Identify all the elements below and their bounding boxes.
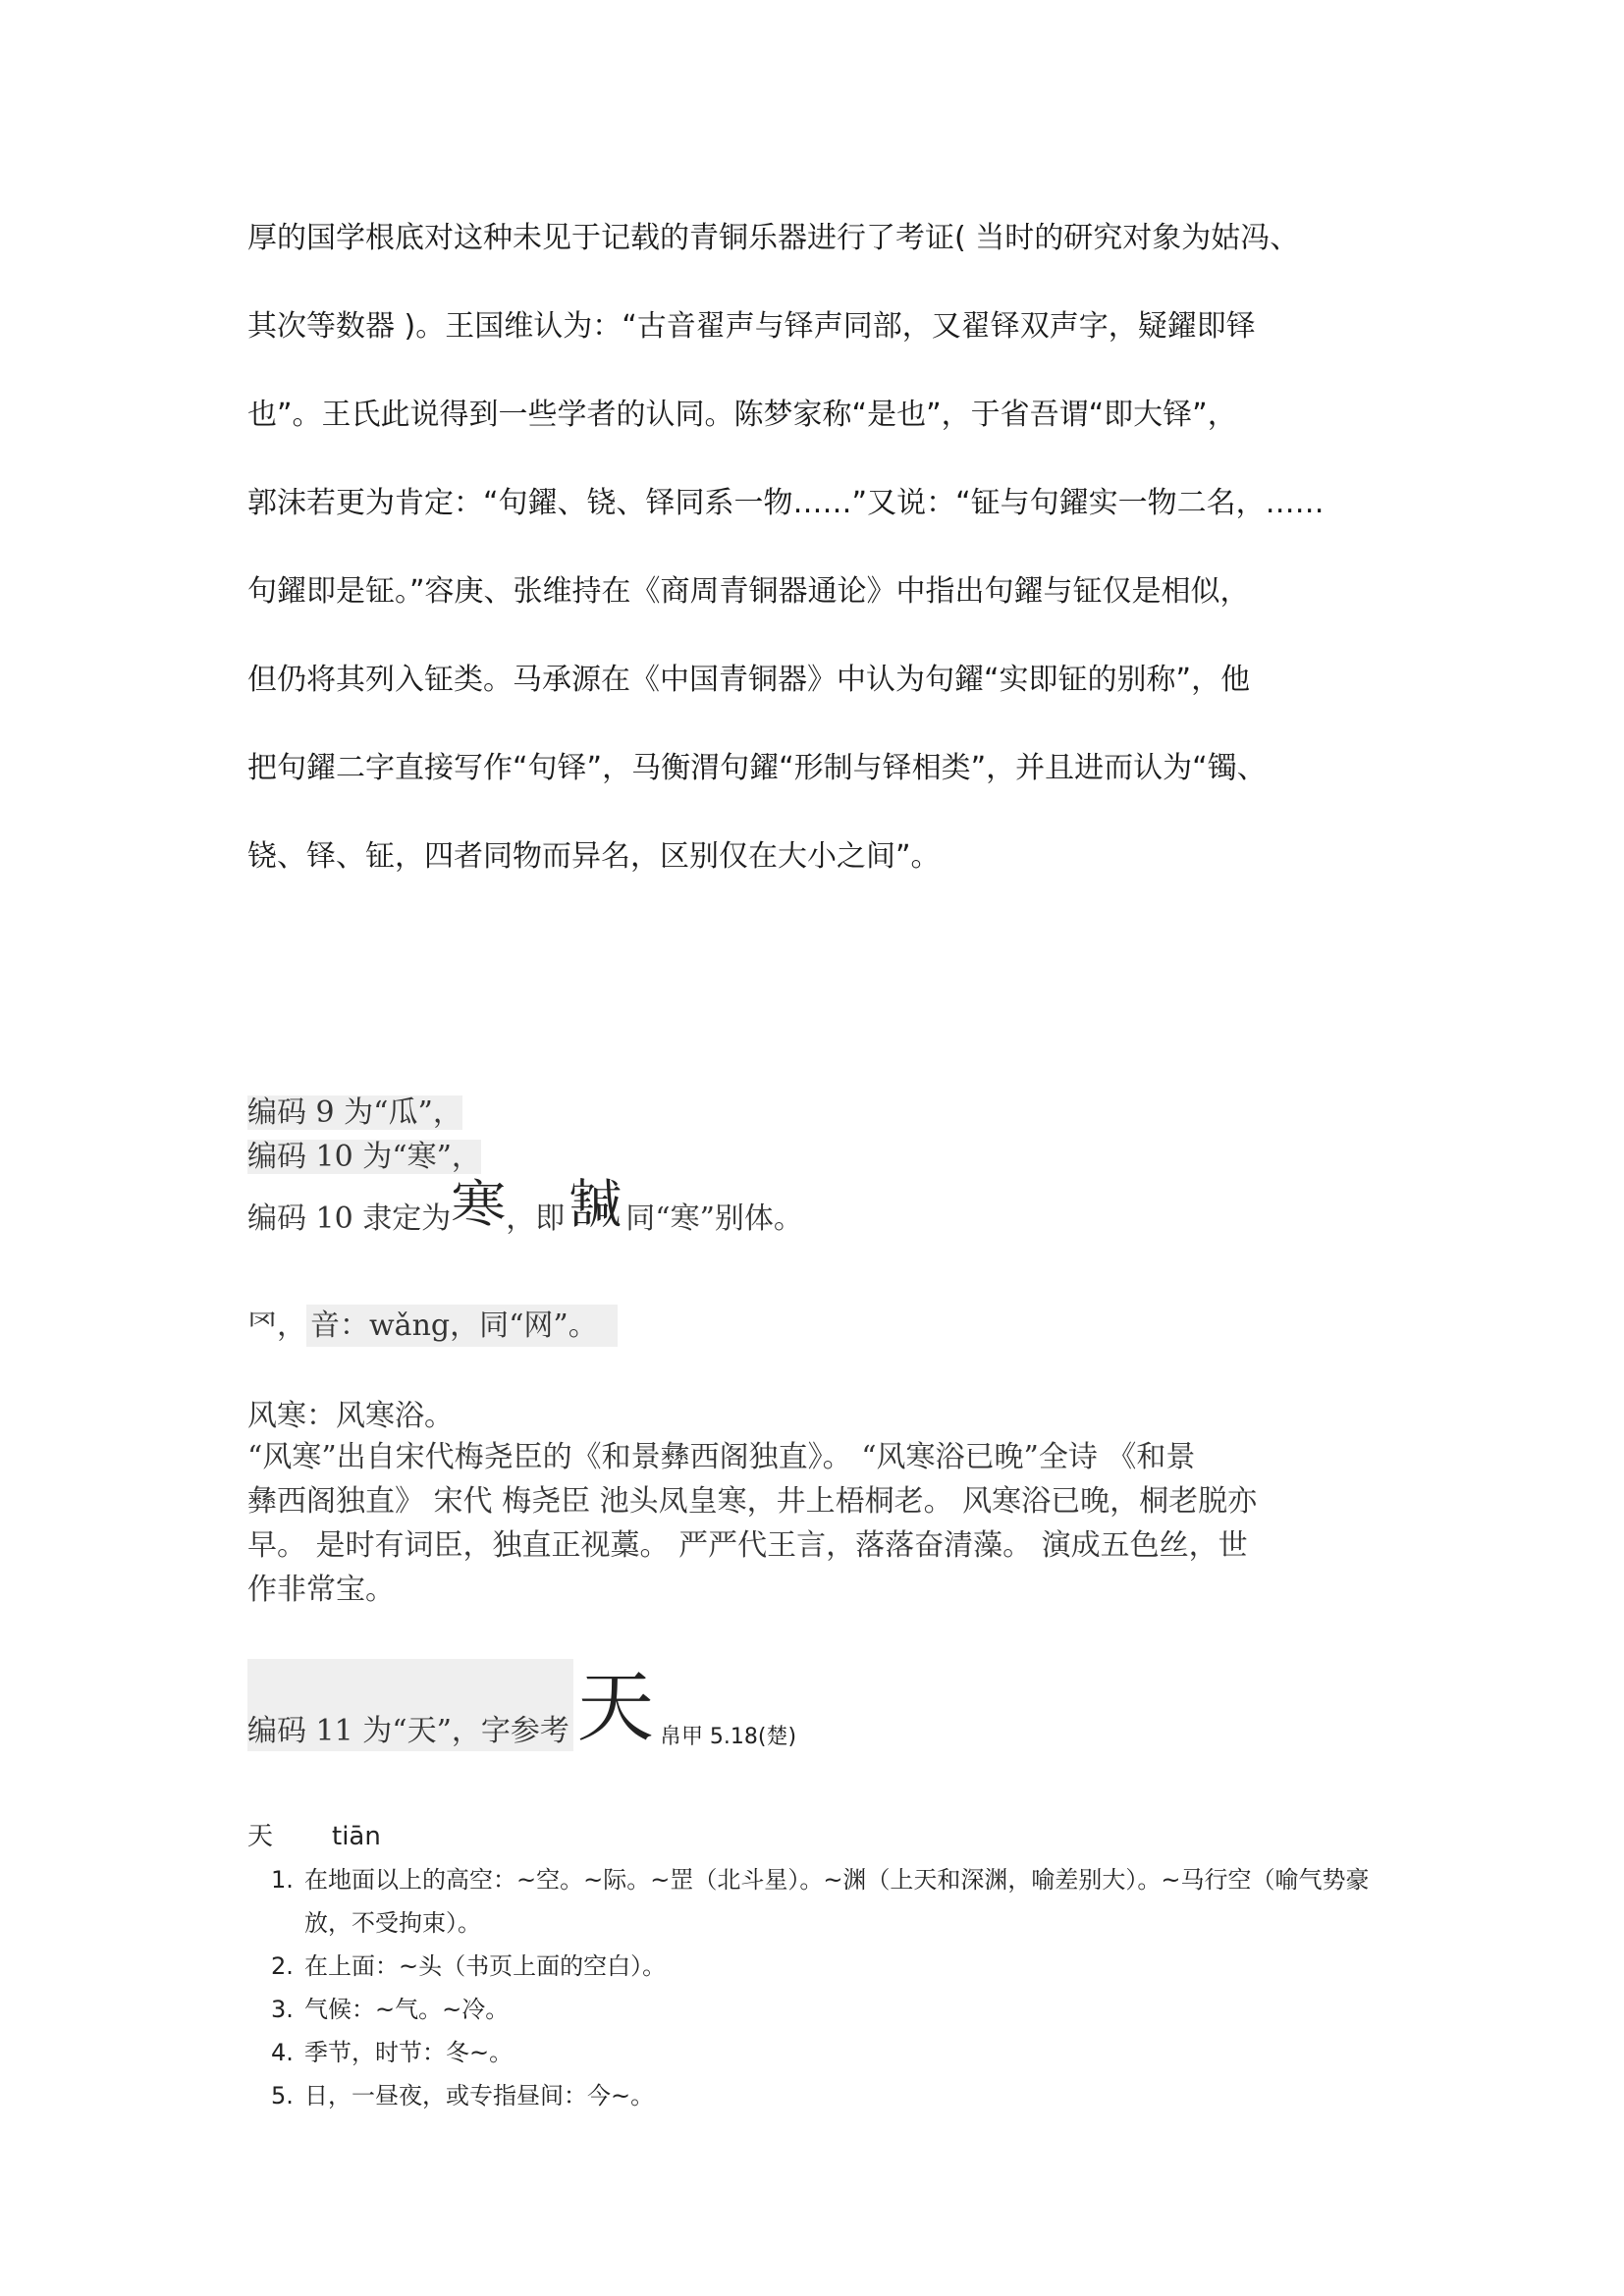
code9-text: 编码 9 为“瓜”， [247, 1095, 462, 1130]
ancient-glyph-2: 𡫴 [568, 1174, 623, 1236]
paragraph-line: 郭沫若更为肯定：“句鑃、铙、铎同系一物……”又说：“钲与句鑃实一物二名，…… [247, 486, 1325, 520]
definition-text: 在地面以上的高空：~空。~际。~罡（北斗星）。~渊（上天和深渊，喻差别大）。~马行空（喻气势豪放，不受拘束）。 [304, 1866, 1370, 1937]
poem-line: “风寒”出自宋代梅尧臣的《和景彝西阁独直》。 “风寒浴已晚”全诗 《和景 [247, 1440, 1196, 1474]
fenghan-title: 风寒：风寒浴。 [247, 1399, 454, 1433]
code10-note-part2: ，即 [506, 1201, 566, 1236]
definition-item [247, 2031, 1406, 2074]
definition-number: 4. [271, 2039, 294, 2066]
definition-text: 季节，时节：冬~。 [304, 2039, 514, 2066]
definition-number: 3. [271, 1996, 294, 2023]
ancient-glyph-1: 寒 [451, 1175, 507, 1235]
definition-item [247, 1945, 1406, 1988]
wang-char: 罓， [247, 1308, 306, 1343]
definition-number: 5. [271, 2082, 294, 2109]
definition-text: 日，一昼夜，或专指昼间：今~。 [304, 2082, 655, 2109]
definition-item [247, 2074, 1406, 2117]
poem-line: 作非常宝。 [247, 1573, 395, 1607]
code11-text: 编码 11 为“天”，字参考 [247, 1659, 573, 1751]
definition-number: 1. [271, 1866, 294, 1894]
paragraph-line: 铙、铎、钲，四者同物而异名，区别仅在大小之间”。 [247, 839, 941, 874]
definition-text: 气候：~气。~冷。 [304, 1996, 510, 2023]
paragraph-line: 也”。王氏此说得到一些学者的认同。陈梦家称“是也”，于省吾谓“即大铎”， [247, 398, 1237, 432]
paragraph-line: 句鑃即是钲。”容庚、张维持在《商周青铜器通论》中指出句鑃与钲仅是相似， [247, 574, 1250, 609]
body-paragraph [247, 194, 1406, 901]
definition-text: 在上面：~头（书页上面的空白）。 [304, 1952, 667, 1980]
poem-line: 彝西阁独直》 宋代 梅尧臣 池头凤皇寒，井上梧桐老。 风寒浴已晚，桐老脱亦 [247, 1484, 1258, 1519]
paragraph-line: 把句鑃二字直接写作“句铎”，马衡渭句鑃“形制与铎相类”，并且进而认为“镯、 [247, 751, 1267, 785]
dict-headword [247, 1816, 381, 1852]
code10-text: 编码 10 为“寒”， [247, 1140, 481, 1174]
poem-line: 早。 是时有词臣，独直正视藁。 严严代王言，落落奋清藻。 演成五色丝，世 [247, 1528, 1248, 1563]
glyph-source: 帛甲 5.18(楚) [659, 1725, 797, 1749]
definition-item [247, 1858, 1406, 1945]
dict-char: 天 [247, 1822, 274, 1851]
code9-line [247, 1088, 462, 1131]
code10-note-part3: 同“寒”别体。 [625, 1201, 803, 1236]
wang-note-line [247, 1301, 618, 1344]
definition-number: 2. [271, 1952, 294, 1980]
ancient-tian-glyph: 天 [576, 1664, 654, 1752]
code10-note-line [247, 1174, 803, 1253]
definition-item [247, 1988, 1406, 2031]
code10-note-part1: 编码 10 隶定为 [247, 1201, 452, 1236]
fenghan-poem [247, 1435, 1406, 1612]
code11-line [247, 1659, 796, 1753]
paragraph-line: 厚的国学根底对这种未见于记载的青铜乐器进行了考证( 当时的研究对象为姑冯、 [247, 221, 1300, 255]
paragraph-line: 其次等数器 )。王国维认为：“古音翟声与铎声同部，又翟铎双声字，疑鑃即铎 [247, 309, 1256, 344]
wang-text: 音：wǎng，同“网”。 [306, 1305, 618, 1347]
paragraph-line: 但仍将其列入钲类。马承源在《中国青铜器》中认为句鑃“实即钲的别称”，他 [247, 663, 1251, 697]
dict-pinyin: tiān [332, 1822, 381, 1851]
code10-line [247, 1132, 481, 1175]
dict-definitions [247, 1858, 1406, 2117]
